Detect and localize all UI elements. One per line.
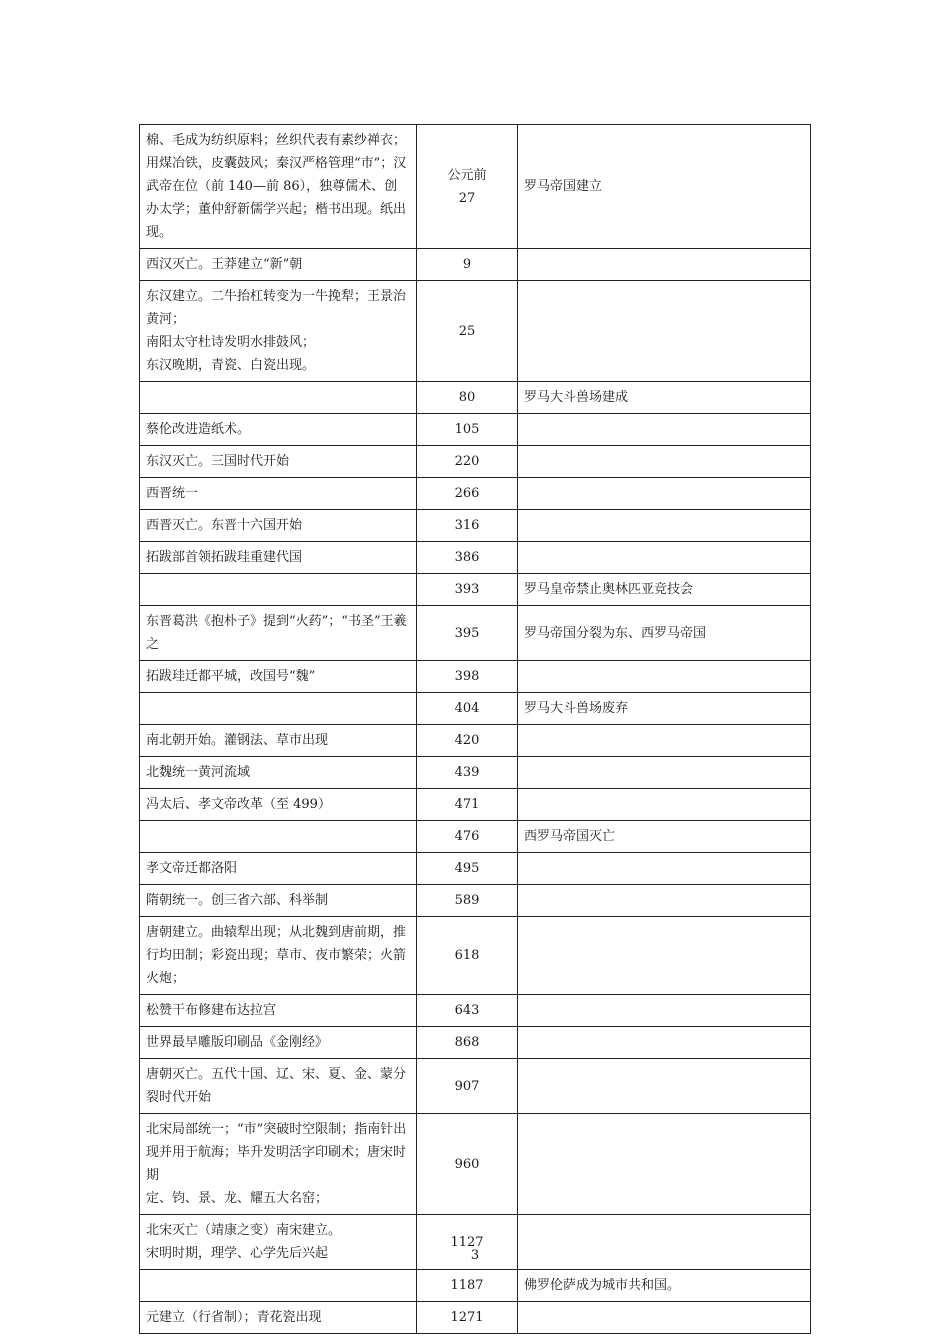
world-event-cell xyxy=(518,885,811,917)
year-text: 420 xyxy=(454,733,480,748)
world-event-cell xyxy=(518,917,811,995)
year-cell xyxy=(417,606,518,661)
china-event-text: 孝文帝迁都洛阳 xyxy=(146,861,238,876)
year-cell xyxy=(417,478,518,510)
table-row xyxy=(140,995,811,1027)
world-event-cell xyxy=(518,1027,811,1059)
year-text: 27 xyxy=(458,190,476,206)
table-row xyxy=(140,125,811,249)
year-cell xyxy=(417,1302,518,1334)
china-event-cell xyxy=(140,574,417,606)
table-row xyxy=(140,281,811,382)
year-text: 316 xyxy=(454,518,480,533)
year-text: 476 xyxy=(454,829,480,844)
year-text: 公元前 xyxy=(447,167,487,183)
year-cell xyxy=(417,789,518,821)
china-event-cell xyxy=(140,1114,417,1215)
china-event-text: 棉、毛成为纺织原料；丝织代表有素纱禅衣；用煤冶铁，皮囊鼓风；秦汉严格管理“市”；汉武帝在位（前 140—前 86），独尊儒术、创办太学；董仲舒新儒学兴起；楷书出现。纸出现。 xyxy=(146,133,407,240)
timeline-table xyxy=(139,124,811,1334)
year-cell xyxy=(417,446,518,478)
table-row xyxy=(140,917,811,995)
year-cell xyxy=(417,414,518,446)
china-event-text: 东汉晚期，青瓷、白瓷出现。 xyxy=(146,358,316,373)
world-event-text: 罗马大斗兽场废弃 xyxy=(524,701,629,716)
year-cell xyxy=(417,1027,518,1059)
table-row xyxy=(140,510,811,542)
table-row xyxy=(140,414,811,446)
china-event-cell xyxy=(140,542,417,574)
world-event-cell xyxy=(518,1059,811,1114)
world-event-cell xyxy=(518,725,811,757)
year-cell xyxy=(417,725,518,757)
year-cell xyxy=(417,574,518,606)
world-event-text: 佛罗伦萨成为城市共和国。 xyxy=(524,1278,681,1293)
china-event-text: 定、钧、景、龙、耀五大名窑； xyxy=(146,1191,329,1206)
china-event-cell xyxy=(140,661,417,693)
year-cell xyxy=(417,542,518,574)
china-event-cell xyxy=(140,1027,417,1059)
world-event-cell xyxy=(518,1302,811,1334)
table-row xyxy=(140,542,811,574)
year-text: 9 xyxy=(462,257,472,272)
china-event-text: 西汉灭亡。王莽建立“新”朝 xyxy=(146,257,303,272)
china-event-text: 西晋统一 xyxy=(146,486,199,501)
table-row xyxy=(140,478,811,510)
china-event-cell xyxy=(140,725,417,757)
world-event-cell xyxy=(518,1270,811,1302)
year-text: 1271 xyxy=(450,1310,484,1325)
world-event-cell xyxy=(518,382,811,414)
table-row xyxy=(140,1114,811,1215)
china-event-cell xyxy=(140,1302,417,1334)
china-event-text: 南阳太守杜诗发明水排鼓风； xyxy=(146,335,316,350)
year-text: 386 xyxy=(454,550,480,565)
year-text: 395 xyxy=(454,625,480,641)
world-event-text: 罗马皇帝禁止奥林匹亚竞技会 xyxy=(524,582,694,597)
year-cell xyxy=(417,1270,518,1302)
world-event-cell xyxy=(518,281,811,382)
world-event-cell xyxy=(518,821,811,853)
table-row xyxy=(140,1059,811,1114)
china-event-text: 西晋灭亡。东晋十六国开始 xyxy=(146,518,303,533)
year-cell xyxy=(417,821,518,853)
world-event-cell xyxy=(518,606,811,661)
china-event-cell xyxy=(140,478,417,510)
china-event-cell xyxy=(140,995,417,1027)
year-text: 618 xyxy=(454,948,480,963)
world-event-cell xyxy=(518,125,811,249)
china-event-cell xyxy=(140,414,417,446)
page-number: 3 xyxy=(470,1248,480,1263)
world-event-cell xyxy=(518,478,811,510)
table-row xyxy=(140,1302,811,1334)
china-event-text: 蔡伦改进造纸术。 xyxy=(146,422,251,437)
world-event-text: 罗马帝国分裂为东、西罗马帝国 xyxy=(524,625,707,641)
year-cell xyxy=(417,125,518,249)
china-event-cell xyxy=(140,510,417,542)
world-event-text: 西罗马帝国灭亡 xyxy=(524,829,616,844)
china-event-cell xyxy=(140,1059,417,1114)
table-row xyxy=(140,382,811,414)
year-cell xyxy=(417,757,518,789)
year-text: 25 xyxy=(458,323,476,339)
table-row xyxy=(140,757,811,789)
year-text: 393 xyxy=(454,582,480,597)
year-text: 266 xyxy=(454,486,480,501)
china-event-cell xyxy=(140,606,417,661)
china-event-text: 拓跋珪迁都平城，改国号“魏” xyxy=(146,669,316,684)
china-event-text: 北宋灭亡（靖康之变）南宋建立。 xyxy=(146,1223,342,1238)
year-text: 907 xyxy=(454,1078,480,1094)
china-event-text: 宋明时期，理学、心学先后兴起 xyxy=(146,1246,329,1261)
world-event-text: 罗马帝国建立 xyxy=(524,179,603,194)
china-event-text: 东晋葛洪《抱朴子》提到“火药”；“书圣”王羲之 xyxy=(146,614,407,652)
world-event-cell xyxy=(518,574,811,606)
year-cell xyxy=(417,382,518,414)
world-event-cell xyxy=(518,542,811,574)
world-event-cell xyxy=(518,693,811,725)
table-row xyxy=(140,606,811,661)
year-text: 495 xyxy=(454,861,480,876)
year-text: 960 xyxy=(454,1156,480,1172)
world-event-cell xyxy=(518,249,811,281)
china-event-cell xyxy=(140,1270,417,1302)
china-event-cell xyxy=(140,382,417,414)
table-row xyxy=(140,249,811,281)
china-event-cell xyxy=(140,757,417,789)
table-row xyxy=(140,661,811,693)
table-row xyxy=(140,446,811,478)
table-row xyxy=(140,1270,811,1302)
china-event-text: 南北朝开始。灌钢法、草市出现 xyxy=(146,733,329,748)
china-event-cell xyxy=(140,885,417,917)
year-text: 105 xyxy=(454,422,480,437)
timeline-table-body xyxy=(140,125,811,1334)
table-row xyxy=(140,853,811,885)
china-event-text: 北宋局部统一；“市”突破时空限制；指南针出现并用于航海；毕升发明活字印刷术；唐宋时期 xyxy=(146,1122,407,1183)
china-event-text: 东汉建立。二牛抬杠转变为一牛挽犁；王景治黄河； xyxy=(146,289,407,327)
world-event-cell xyxy=(518,414,811,446)
year-text: 398 xyxy=(454,669,480,684)
year-cell xyxy=(417,1114,518,1215)
china-event-text: 元建立（行省制）；青花瓷出现 xyxy=(146,1310,322,1325)
year-text: 1127 xyxy=(450,1234,484,1250)
year-text: 80 xyxy=(458,390,476,405)
china-event-cell xyxy=(140,249,417,281)
world-event-cell xyxy=(518,995,811,1027)
world-event-cell xyxy=(518,446,811,478)
year-text: 868 xyxy=(454,1035,480,1050)
year-cell xyxy=(417,510,518,542)
china-event-text: 隋朝统一。创三省六部、科举制 xyxy=(146,893,329,908)
china-event-cell xyxy=(140,821,417,853)
china-event-cell xyxy=(140,446,417,478)
year-cell xyxy=(417,661,518,693)
year-text: 220 xyxy=(454,454,480,469)
world-event-cell xyxy=(518,757,811,789)
year-cell xyxy=(417,917,518,995)
china-event-text: 唐朝灭亡。五代十国、辽、宋、夏、金、蒙分裂时代开始 xyxy=(146,1067,407,1105)
table-row xyxy=(140,1027,811,1059)
year-text: 471 xyxy=(454,797,480,812)
year-text: 589 xyxy=(454,893,480,908)
china-event-cell xyxy=(140,125,417,249)
china-event-text: 世界最早雕版印刷品《金刚经》 xyxy=(146,1035,329,1050)
world-event-cell xyxy=(518,789,811,821)
table-row xyxy=(140,821,811,853)
table-row xyxy=(140,574,811,606)
year-text: 1187 xyxy=(450,1278,484,1293)
china-event-cell xyxy=(140,281,417,382)
year-cell xyxy=(417,995,518,1027)
china-event-text: 东汉灭亡。三国时代开始 xyxy=(146,454,290,469)
year-text: 404 xyxy=(454,701,480,716)
table-row xyxy=(140,693,811,725)
table-row xyxy=(140,885,811,917)
year-cell xyxy=(417,693,518,725)
year-cell xyxy=(417,853,518,885)
world-event-cell xyxy=(518,853,811,885)
china-event-text: 松赞干布修建布达拉宫 xyxy=(146,1003,277,1018)
china-event-cell xyxy=(140,917,417,995)
world-event-text: 罗马大斗兽场建成 xyxy=(524,390,629,405)
world-event-cell xyxy=(518,510,811,542)
china-event-cell xyxy=(140,789,417,821)
year-text: 439 xyxy=(454,765,480,780)
china-event-text: 冯太后、孝文帝改革（至 499） xyxy=(146,797,331,812)
year-cell xyxy=(417,885,518,917)
year-text: 643 xyxy=(454,1003,480,1018)
world-event-cell xyxy=(518,661,811,693)
china-event-text: 拓跋部首领拓跋珪重建代国 xyxy=(146,550,303,565)
year-cell xyxy=(417,281,518,382)
china-event-cell xyxy=(140,693,417,725)
china-event-text: 北魏统一黄河流域 xyxy=(146,765,251,780)
china-event-cell xyxy=(140,853,417,885)
china-event-text: 唐朝建立。曲辕犁出现；从北魏到唐前期，推行均田制；彩瓷出现；草市、夜市繁荣；火箭火炮； xyxy=(146,925,407,986)
year-cell xyxy=(417,249,518,281)
world-event-cell xyxy=(518,1114,811,1215)
table-row xyxy=(140,789,811,821)
year-cell xyxy=(417,1059,518,1114)
table-row xyxy=(140,725,811,757)
